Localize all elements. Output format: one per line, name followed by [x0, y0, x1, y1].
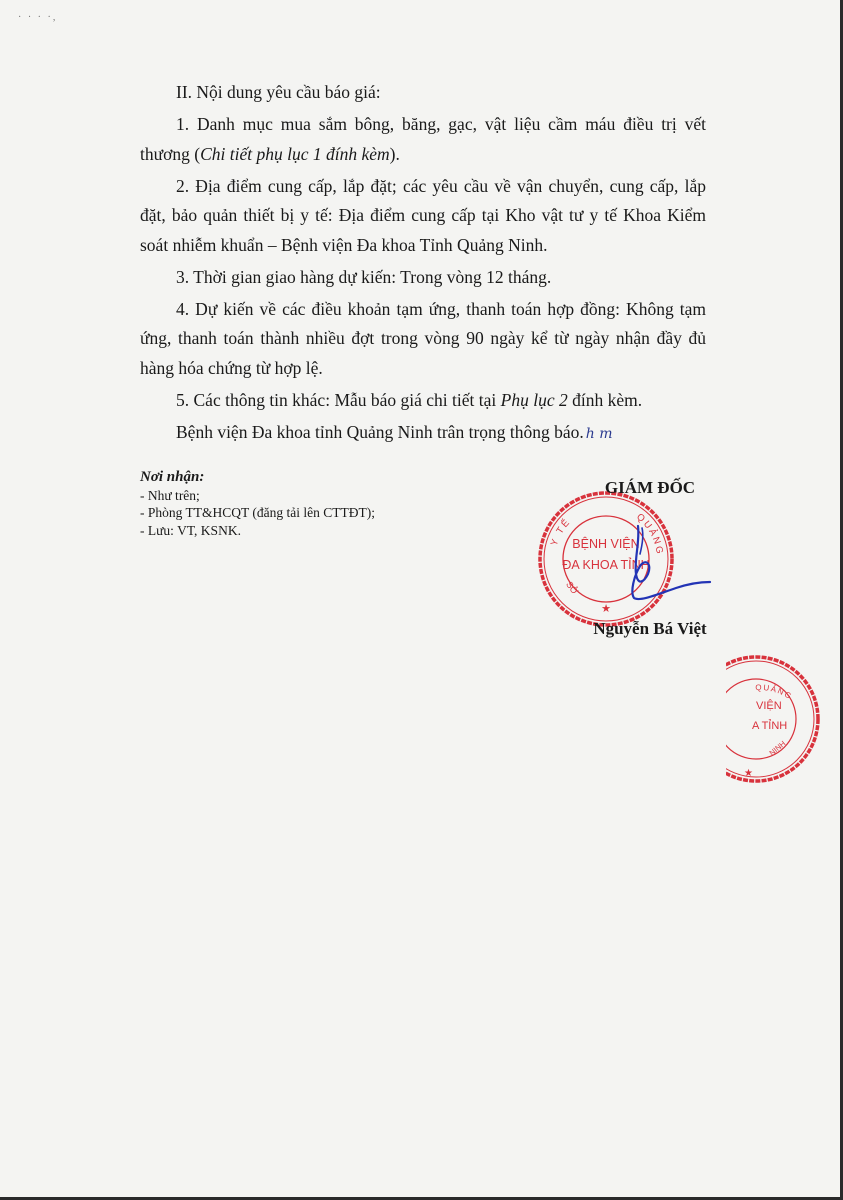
recipient-line: - Như trên; [140, 487, 200, 503]
document-body [140, 78, 706, 452]
svg-text:QUẢNG: QUẢNG [634, 511, 666, 557]
item-2: 2. Địa điểm cung cấp, lắp đặt; các yêu cầu về vận chuyển, cung cấp, lắp đặt, bảo quản thiết bị y tế: Địa điểm cung cấp tại Kho vật tư y tế Khoa Kiểm soát nhiễm khuẩn – Bệnh viện Đa khoa Tỉnh Quảng Ninh. [140, 175, 706, 255]
seal-text-line-1: BỆNH VIỆN [572, 537, 640, 551]
recipient-line: - Phòng TT&HCQT (đăng tải lên CTTĐT); [140, 505, 375, 520]
item-5-appendix-ref: Phụ lục 2 [500, 389, 568, 410]
svg-text:NINH: NINH [767, 738, 788, 758]
section-title: II. Nội dung yêu cầu báo giá: [176, 82, 381, 102]
director-title: GIÁM ĐỐC [604, 478, 696, 497]
edge-seal-star-icon: ★ [744, 768, 753, 779]
svg-text:SỞ: SỞ [564, 579, 581, 597]
svg-text:Y TẾ: Y TẾ [548, 516, 574, 548]
edge-seal-text-1: VIỆN [756, 700, 782, 712]
item-3: 3. Thời gian giao hàng dự kiến: Trong vòng 12 tháng. [176, 266, 552, 287]
item-1-appendix-ref: Chi tiết phụ lục 1 đính kèm [200, 143, 390, 164]
item-5: 5. Các thông tin khác: Mẫu báo giá chi tiết tại Phụ lục 2 đính kèm. [176, 389, 643, 410]
signature-title-block [560, 478, 740, 498]
scan-marks: · · · ·, [18, 12, 58, 23]
svg-text:QUẢNG: QUẢNG [755, 683, 795, 702]
recipients-heading: Nơi nhận: [140, 469, 205, 485]
edge-seal-stamp [726, 652, 826, 787]
recipients-block [140, 469, 375, 539]
signer-name: Nguyễn Bá Việt [593, 619, 707, 638]
handwritten-signature [618, 522, 713, 612]
seal-text-line-2: ĐA KHOA TỈNH [562, 558, 650, 572]
item-4: 4. Dự kiến về các điều khoản tạm ứng, thanh toán hợp đồng: Không tạm ứng, thanh toán thành nhiều đợt trong vòng 90 ngày kể từ ngày nhận đầy đủ hàng hóa chứng từ hợp lệ. [140, 298, 706, 378]
closing-line: Bệnh viện Đa khoa tỉnh Quảng Ninh trân trọng thông báo. h m [176, 421, 613, 442]
item-1: 1. Danh mục mua sắm bông, băng, gạc, vật liệu cầm máu điều trị vết thương (Chi tiết phụ lục 1 đính kèm). [140, 114, 706, 164]
recipient-line: - Lưu: VT, KSNK. [140, 522, 241, 538]
initials-scribble: h m [585, 425, 613, 442]
seal-star-icon: ★ [601, 602, 611, 615]
edge-seal-text-2: A TỈNH [752, 720, 788, 732]
